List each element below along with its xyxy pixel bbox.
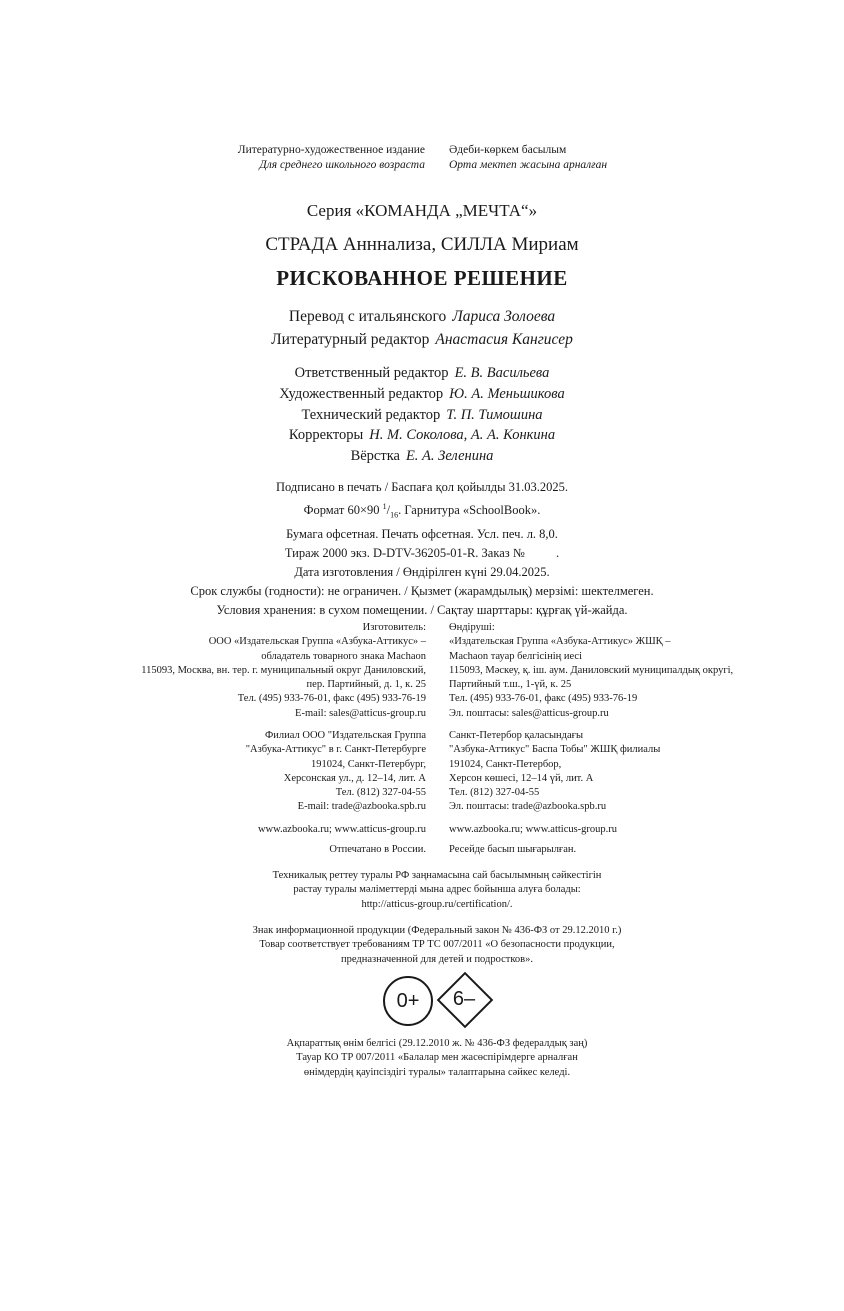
printed-kz: Ресейде басып шығарылған. xyxy=(449,844,577,855)
credit-translation: Перевод с итальянского Лариса Золоева xyxy=(288,308,556,325)
web-ru: www.azbooka.ru; www.atticus-group.ru xyxy=(257,824,426,835)
tech-line: растау туралы мәліметтерді мына адрес бойынша алуға болады: xyxy=(293,884,581,896)
age-rating-circle-label: 0+ xyxy=(396,989,420,1012)
maker-ru xyxy=(80,621,426,721)
edition-type-kz: Әдеби-көркем басылым xyxy=(449,144,567,156)
age-group-kz: Орта мектеп жасына арналған xyxy=(449,159,608,171)
info-sign-kz-line: өнімдердің қауіпсіздігі туралы» талаптарына сәйкес келеді. xyxy=(303,1066,571,1078)
info-sign-line: Знак информационной продукции (Федеральный закон № 436-ФЗ от 29.12.2010 г.) xyxy=(252,925,622,936)
maker-kz-line: 115093, Мәскеу, қ. іш. аум. Даниловский муниципалдық округі, xyxy=(449,664,734,676)
info-sign-ru xyxy=(0,924,844,967)
age-rating-circle-icon xyxy=(383,976,433,1026)
tech-regulation xyxy=(0,869,844,912)
staff-proofreaders: Корректоры Н. М. Соколова, А. А. Конкина xyxy=(288,427,556,444)
maker-ru-line: ООО «Издательская Группа «Азбука-Аттикус» – xyxy=(208,636,426,648)
branch-kz-line: Эл. поштасы: trade@azbooka.spb.ru xyxy=(449,801,607,813)
book-title: РИСКОВАННОЕ РЕШЕНИЕ xyxy=(276,266,568,290)
info-sign-kz xyxy=(0,1037,844,1080)
authors: СТРАДА Анннализа, СИЛЛА Мириам xyxy=(265,234,579,255)
branch-kz-line: "Азбука-Аттикус" Баспа Тобы" ЖШҚ филиалы xyxy=(449,744,661,756)
maker-kz xyxy=(449,621,789,721)
staff-list xyxy=(0,363,844,467)
maker-kz-line: «Издательская Группа «Азбука-Аттикус» ЖШҚ – xyxy=(449,636,671,648)
edition-type-ru: Литературно-художественное издание xyxy=(237,144,425,156)
branch-ru-line: Тел. (812) 327-04-55 xyxy=(335,787,426,799)
maker-kz-line: Партийный т.ш., 1-үй, к. 25 xyxy=(449,679,572,691)
print-info xyxy=(0,478,844,620)
header-right xyxy=(449,143,749,173)
tech-line: Техникалық реттеу туралы РФ заңнамасына сай басылымның сәйкестігін xyxy=(272,870,602,881)
branch-ru xyxy=(126,729,426,815)
maker-ru-line: E-mail: sales@atticus-group.ru xyxy=(295,707,426,719)
printed-ru: Отпечатано в России. xyxy=(329,844,426,855)
branch-ru-line: E-mail: trade@azbooka.spb.ru xyxy=(297,801,426,813)
branch-kz xyxy=(449,729,749,815)
info-sign-kz-line: Тауар КО ТР 007/2011 «Балалар мен жасөспірімдерге арналған xyxy=(296,1052,578,1064)
branch-kz-line: 191024, Санкт-Петербор, xyxy=(449,758,562,770)
branch-ru-line: Херсонская ул., д. 12–14, лит. А xyxy=(283,772,426,784)
tech-line: http://atticus-group.ru/certification/. xyxy=(361,898,513,910)
branch-ru-line: Филиал ООО "Издательская Группа xyxy=(265,730,426,741)
maker-ru-line: пер. Партийный, д. 1, к. 25 xyxy=(306,679,426,691)
header-left xyxy=(150,143,425,173)
maker-kz-line: Machaon тауар белгісінің иесі xyxy=(449,650,582,662)
credit-literary-editor: Литературный редактор Анастасия Кангисер xyxy=(271,331,573,348)
branch-ru-line: 191024, Санкт-Петербург, xyxy=(310,758,426,770)
age-rating-diamond-icon xyxy=(437,972,491,1026)
series-line: Серия «КОМАНДА „МЕЧТА“» xyxy=(306,201,538,220)
format-line: Формат 60×90 $^1/_{16}$. Гарнитура «SchoolBook». xyxy=(303,502,541,520)
maker-ru-line: обладатель товарного знака Machaon xyxy=(261,650,426,662)
maker-ru-line: Изготовитель: xyxy=(362,622,426,633)
shelf-life: Срок службы (годности): не ограничен. / Қызмет (жарамдылық) мерзімі: шектелмеген. xyxy=(190,583,654,598)
staff-art-editor: Художественный редактор Ю. А. Меньшикова xyxy=(279,385,565,402)
staff-tech-editor: Технический редактор Т. П. Тимошина xyxy=(301,406,543,423)
branch-kz-line: Санкт-Петербор қаласындағы xyxy=(449,730,583,741)
credits xyxy=(0,305,844,351)
info-sign-line: предназначенной для детей и подростков». xyxy=(340,953,534,965)
info-sign-line: Товар соответствует требованиям ТР ТС 007/2011 «О безопасности продукции, xyxy=(259,939,615,951)
paper-line: Бумага офсетная. Печать офсетная. Усл. печ. л. 8,0. xyxy=(286,526,558,541)
storage-conditions: Условия хранения: в сухом помещении. / Сақтау шарттары: құрғақ үй-жайда. xyxy=(216,602,628,617)
maker-kz-line: Тел. (495) 933-76-01, факс (495) 933-76-19 xyxy=(449,693,638,705)
staff-responsible-editor: Ответственный редактор Е. В. Васильева xyxy=(294,365,550,381)
signed-date: Подписано в печать / Баспаға қол қойылды 31.03.2025. xyxy=(275,480,569,494)
maker-kz-line: Өндіруші: xyxy=(449,622,495,633)
date-line: Дата изготовления / Өндірілген күні 29.04.2025. xyxy=(294,564,550,579)
maker-ru-line: 115093, Москва, вн. тер. г. муниципальный округ Даниловский, xyxy=(141,664,426,676)
age-group-ru: Для среднего школьного возраста xyxy=(259,159,425,171)
run-line: Тираж 2000 экз. D-DTV-36205-01-R. Заказ № . xyxy=(284,545,560,560)
branch-kz-line: Херсон көшесі, 12–14 үй, лит. А xyxy=(449,772,594,784)
info-sign-kz-line: Ақпараттық өнім белгісі (29.12.2010 ж. № 436-ФЗ федералдық заң) xyxy=(286,1038,588,1049)
age-rating-diamond-label: 6– xyxy=(452,987,476,1010)
branch-ru-line: "Азбука-Аттикус" в г. Санкт-Петербурге xyxy=(245,744,426,756)
branch-kz-line: Тел. (812) 327-04-55 xyxy=(449,787,540,799)
maker-ru-line: Тел. (495) 933-76-01, факс (495) 933-76-19 xyxy=(237,693,426,705)
staff-layout: Вёрстка Е. А. Зеленина xyxy=(350,448,494,465)
web-kz: www.azbooka.ru; www.atticus-group.ru xyxy=(449,824,618,835)
maker-kz-line: Эл. поштасы: sales@atticus-group.ru xyxy=(449,707,609,719)
